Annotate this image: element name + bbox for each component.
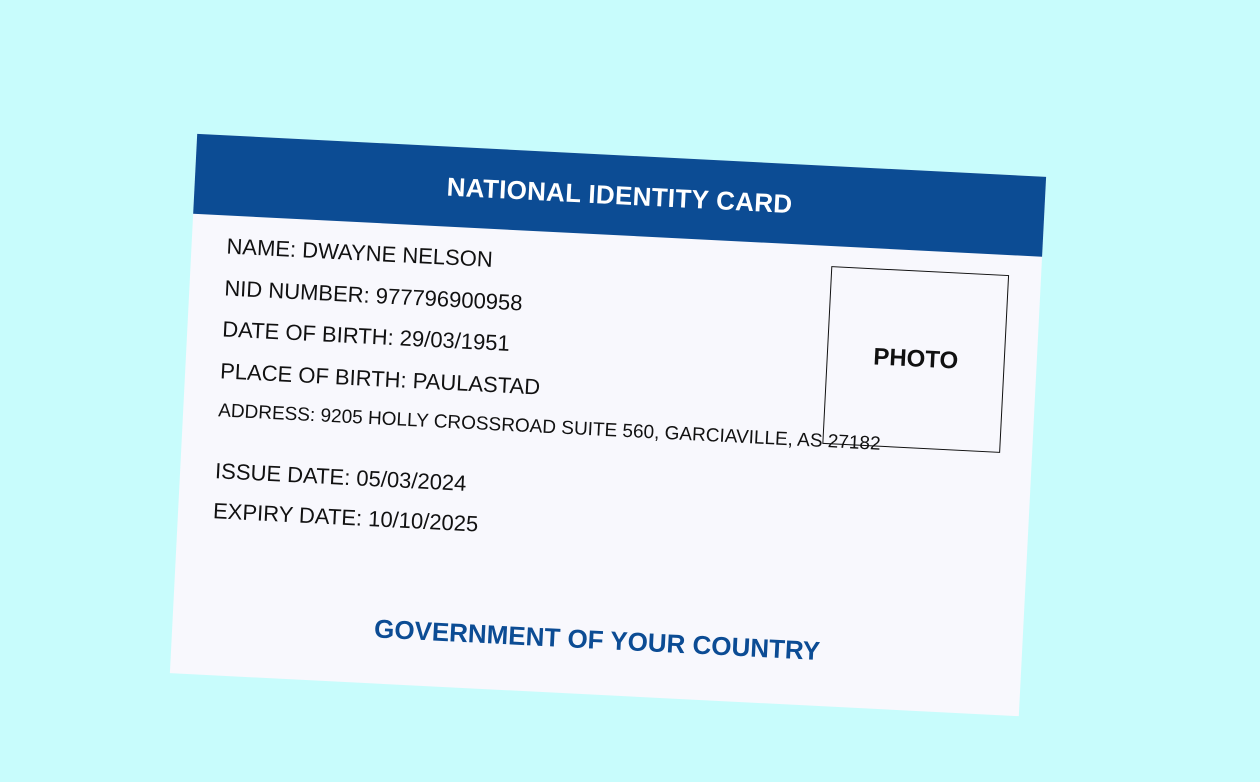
nid-number-field: NID NUMBER: 977796900958 [223,275,524,316]
name-field: NAME: DWAYNE NELSON [225,233,494,272]
photo-placeholder [822,266,1009,453]
address-field: ADDRESS: 9205 HOLLY CROSSROAD SUITE 560, GARCIAVILLE, AS 27182 [217,400,882,455]
photo-label: PHOTO [872,343,959,375]
card-title: NATIONAL IDENTITY CARD [446,171,794,219]
date-of-birth-field: DATE OF BIRTH: 29/03/1951 [221,316,511,356]
expiry-date-field: EXPIRY DATE: 10/10/2025 [212,498,479,537]
identity-card [170,134,1046,716]
place-of-birth-field: PLACE OF BIRTH: PAULASTAD [219,358,541,400]
card-footer: GOVERNMENT OF YOUR COUNTRY [373,613,821,666]
issue-date-field: ISSUE DATE: 05/03/2024 [214,458,468,496]
